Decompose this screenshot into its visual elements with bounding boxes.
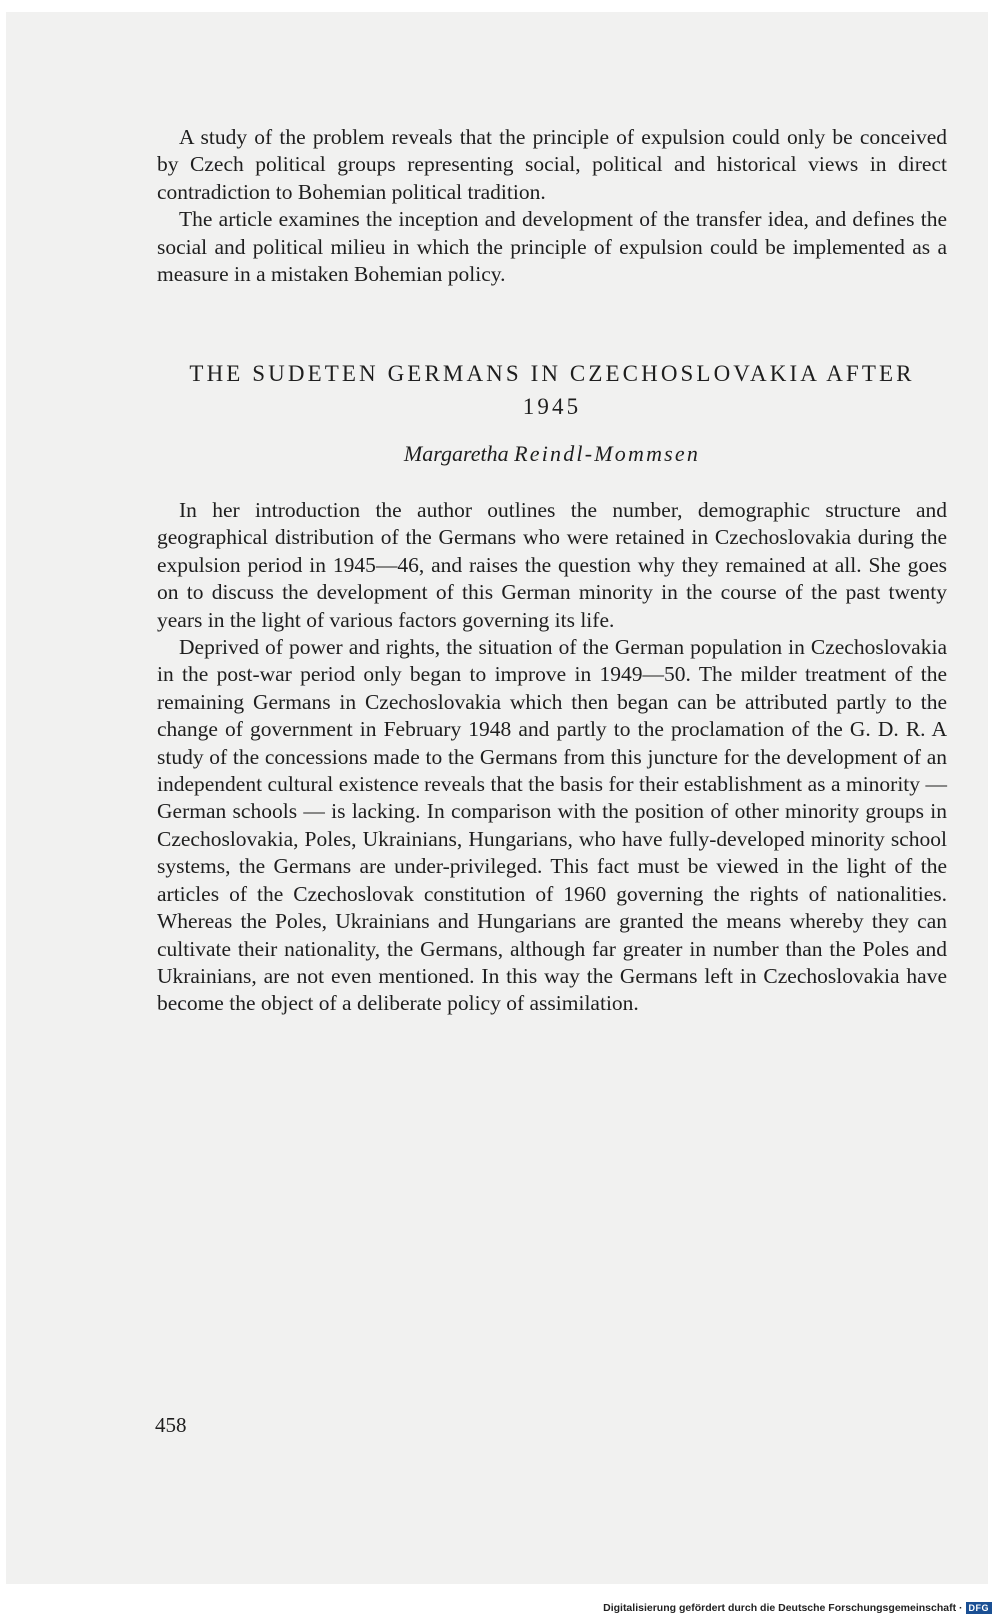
abstract-paragraph: A study of the problem reveals that the principle of expulsion could only be conceived by Czech political groups representing social, political and historical views in direct contradiction to Bohemian political tradition. [157, 125, 947, 204]
author-given-name: Margaretha [403, 441, 509, 466]
abstract-paragraph: The article examines the inception and development of the transfer idea, and defines the social and political milieu in which the principle of expulsion could be implemented as a measure in a mistaken Bohemian policy. [157, 207, 947, 287]
preceding-abstract [157, 124, 947, 288]
abstract-paragraph: In her introduction the author outlines the number, demographic structure and geographical distribution of the Germans who were retained in Czechoslovakia during the expulsion period in 1945—46, and raises the question why they remained at all. She goes on to discuss the development of this German minority in the course of the past twenty years in the light of various factors governing its life. [157, 498, 947, 632]
author-surname: Reindl-Mommsen [514, 441, 701, 466]
footer-credit-text: Digitalisierung gefördert durch die Deutsche Forschungsgemeinschaft · [603, 1602, 963, 1614]
abstract-paragraph: Deprived of power and rights, the situation of the German population in Czechoslovakia in the post-war period only began to improve in 1949—50. The milder treatment of the remaining Germans in Czechoslovakia which then began can be attributed partly to the change of government in February 1948 and partly to the proclamation of the G. D. R. A study of the concessions made to the Germans from this juncture for the development of an independent cultural existence reveals that the basis for their establishment as a minority — German schools — is lacking. In comparison with the position of other minority groups in Czechoslovakia, Poles, Ukrainians, Hungarians, who have fully-developed minority school systems, the Germans are under-privileged. This fact must be viewed in the light of the articles of the Czechoslovak constitution of 1960 governing the rights of nationalities. Whereas the Poles, Ukrainians and Hungarians are granted the means whereby they can cultivate their nationality, the Germans, although far greater in number than the Poles and Ukrainians, are not even mentioned. In this way the Germans left in Czechoslovakia have become the object of a deliberate policy of assimilation. [157, 635, 947, 1016]
digitization-footer [603, 1602, 992, 1614]
author-byline [157, 441, 947, 467]
article-abstract [157, 497, 947, 1018]
article-title: THE SUDETEN GERMANS IN CZECHOSLOVAKIA AFTER 1945 [189, 361, 915, 419]
dfg-logo: DFG [966, 1602, 993, 1614]
page-number: 458 [155, 1413, 187, 1437]
